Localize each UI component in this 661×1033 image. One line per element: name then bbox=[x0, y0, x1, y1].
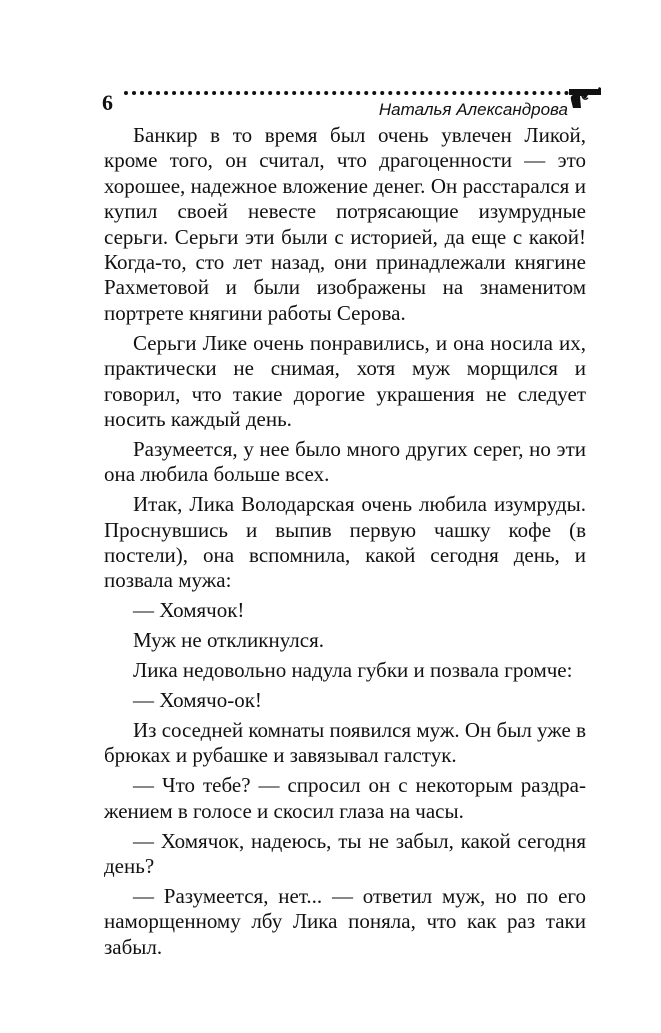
body-text bbox=[104, 123, 586, 965]
paragraph: Разумеется, у нее было много других серег, но эти она любила больше всех. bbox=[104, 436, 586, 487]
paragraph: Из соседней комнаты появился муж. Он был уже в брюках и рубашке и завязывал галстук. bbox=[104, 717, 586, 768]
page-number: 6 bbox=[102, 90, 113, 115]
paragraph: Муж не откликнулся. bbox=[133, 628, 324, 653]
dialogue-line: — Хомячок, надеюсь, ты не забыл, какой сегодня день? bbox=[104, 828, 586, 878]
paragraph: Банкир в то время был очень увлечен Ликой, кроме того, он считал, что драгоценности — это хорошее, надежное вложение денег. Он расстарался и купил своей невесте потрясающие изумрудные серьги. Серьги эти были с историей, да еще с какой! Когда-то, сто лет назад, они принадлежали княгине Рахметовой и были изображены на знаменитом портрете княгини работы Серова. bbox=[104, 123, 586, 325]
paragraph: Лика недовольно надула губки и позвала громче: bbox=[133, 658, 573, 683]
running-header bbox=[100, 76, 596, 120]
dialogue-line: — Разумеется, нет... — ответил муж, но по его наморщенному лбу Лика поняла, что как раз таки забыл. bbox=[104, 883, 586, 959]
paragraph: Итак, Лика Володарская очень любила изумруды. Проснувшись и выпив первую чашку кофе (в постели), она вспомнила, какой сегодня день, и позвала мужа: bbox=[104, 492, 586, 593]
dotted-rule bbox=[124, 91, 569, 95]
running-title: Наталья Александрова bbox=[378, 100, 568, 119]
dialogue-line: — Хомячок! bbox=[133, 598, 245, 623]
dialogue-line: — Хомячо-ок! bbox=[133, 688, 262, 713]
pistol-icon bbox=[568, 84, 602, 110]
paragraph: Серьги Лике очень понравились, и она носила их, практически не снимая, хотя муж морщился и говорил, что такие дорогие украшения не следует носить каждый день. bbox=[104, 330, 586, 431]
dialogue-line: — Что тебе? — спросил он с некоторым раздражением в голосе и скосил глаза на часы. bbox=[104, 773, 586, 823]
